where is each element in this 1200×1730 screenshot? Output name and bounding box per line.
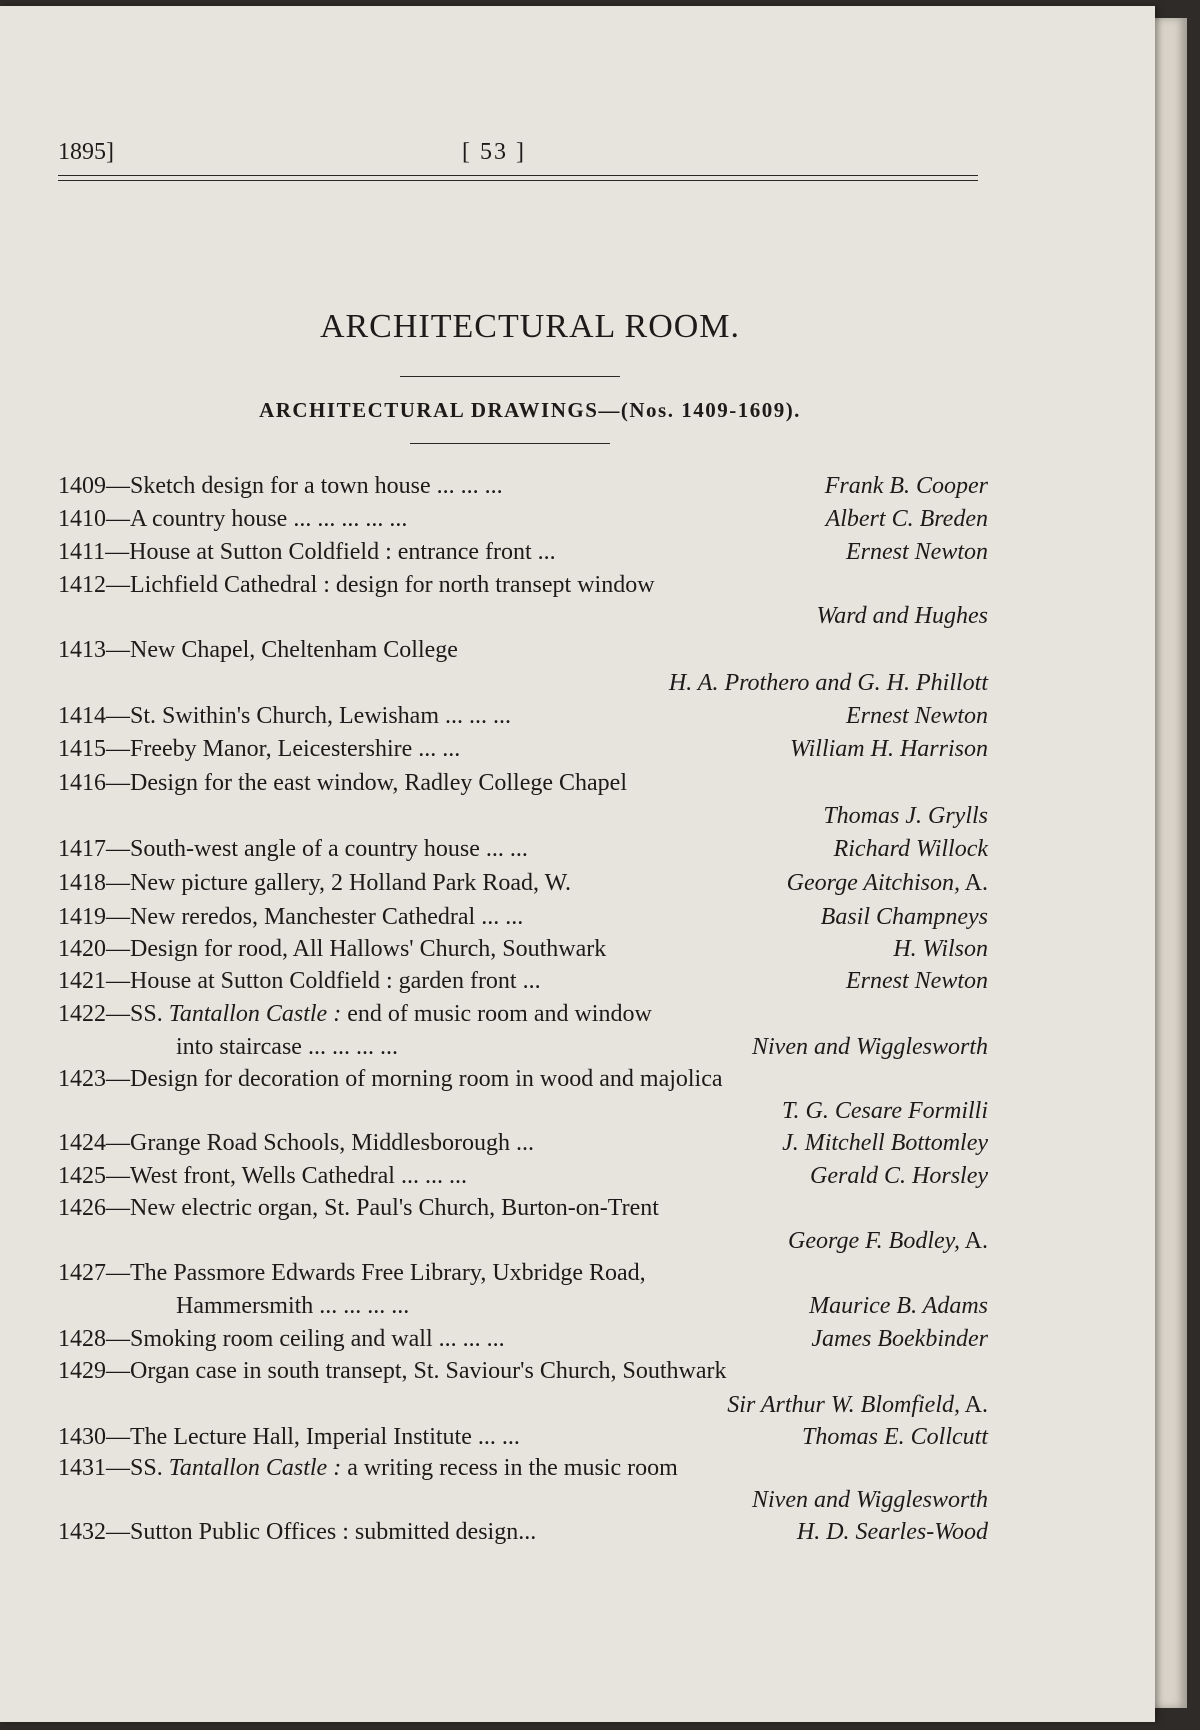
- academician-suffix: A.: [959, 1228, 988, 1254]
- entry-architect: [782, 1098, 988, 1125]
- entry-title: [58, 1034, 398, 1061]
- entry-title-tail: end of music room and window: [341, 1001, 652, 1027]
- architect-name: George F. Bodley,: [788, 1228, 960, 1254]
- catalogue-line: [58, 770, 988, 804]
- section-title: ARCHITECTURAL ROOM.: [319, 308, 741, 345]
- entry-title-tail: a writing recess in the music room: [341, 1455, 678, 1481]
- entry-title-text: 1421—House at Sutton Coldfield : garden front ...: [58, 968, 541, 994]
- architect-name: Ward and Hughes: [816, 603, 988, 629]
- entry-title: [58, 572, 655, 599]
- entry-title: [58, 1260, 646, 1287]
- architect-name: H. A. Prothero and G. H. Phillott: [668, 670, 988, 696]
- entry-title: [58, 637, 458, 664]
- page-number: [ 53 ]: [462, 139, 526, 165]
- entry-architect: [816, 603, 988, 630]
- entry-architect: [788, 1228, 988, 1255]
- entry-title-text: 1413—New Chapel, Cheltenham College: [58, 637, 458, 663]
- entry-title: [58, 1293, 409, 1320]
- entry-architect: [727, 1392, 988, 1419]
- entry-title: [58, 506, 407, 533]
- catalogue-line: [58, 1098, 988, 1132]
- entry-architect: [752, 1487, 988, 1514]
- entry-architect: [810, 1163, 988, 1190]
- entry-title-text: 1411—House at Sutton Coldfield : entrance front ...: [58, 539, 556, 565]
- catalogue-line: [58, 1001, 988, 1035]
- entry-title-text: 1419—New reredos, Manchester Cathedral ... ...: [58, 904, 524, 930]
- academician-suffix: A.: [959, 870, 988, 896]
- catalogue-line: [58, 1487, 988, 1521]
- entry-architect: [752, 1034, 988, 1061]
- catalogue-line: [58, 1392, 988, 1426]
- catalogue-line: [58, 1228, 988, 1262]
- catalogue-line: [58, 703, 988, 737]
- catalogue-line: [58, 670, 988, 704]
- catalogue-line: [58, 870, 988, 904]
- entry-title: [58, 1326, 505, 1353]
- entry-title: [58, 703, 511, 730]
- catalogue-line: [58, 539, 988, 573]
- entry-title: [58, 1066, 723, 1093]
- catalogue-line: [58, 1358, 988, 1392]
- entry-title-text: 1409—Sketch design for a town house ... ... ...: [58, 473, 503, 499]
- entry-title-text: 1423—Design for decoration of morning room in wood and majolica: [58, 1066, 723, 1092]
- catalogue-line: [58, 904, 988, 938]
- architect-name: H. Wilson: [893, 936, 988, 962]
- entry-title: [58, 1163, 467, 1190]
- entry-title-text: 1416—Design for the east window, Radley College Chapel: [58, 770, 627, 796]
- entry-architect: [825, 473, 988, 500]
- entry-title-text: 1428—Smoking room ceiling and wall ... ... ...: [58, 1326, 505, 1352]
- catalogue-line: [58, 968, 988, 1002]
- entry-title-text: 1415—Freeby Manor, Leicestershire ... ...: [58, 736, 461, 762]
- catalogue-entries: [0, 6, 1155, 1722]
- entry-title: [58, 1455, 678, 1482]
- entry-title: [58, 1519, 536, 1546]
- catalogue-line: [58, 572, 988, 606]
- entry-title-text: 1412—Lichfield Cathedral : design for north transept window: [58, 572, 655, 598]
- entry-architect: [811, 1326, 988, 1353]
- architect-name: J. Mitchell Bottomley: [782, 1130, 988, 1156]
- entry-title: [58, 936, 606, 963]
- catalogue-line: [58, 473, 988, 507]
- entry-title-text: 1424—Grange Road Schools, Middlesborough ...: [58, 1130, 534, 1156]
- entry-title-text: 1414—St. Swithin's Church, Lewisham ... ... ...: [58, 703, 511, 729]
- architect-name: Frank B. Cooper: [824, 473, 988, 499]
- catalogue-line: [58, 1034, 988, 1068]
- entry-title: [58, 1195, 659, 1222]
- entry-architect: [893, 936, 988, 963]
- entry-title-text: Hammersmith ... ... ... ...: [176, 1293, 410, 1319]
- architect-name: Niven and Wigglesworth: [752, 1487, 988, 1513]
- architect-name: William H. Harrison: [789, 736, 988, 762]
- entry-title: [58, 1001, 652, 1028]
- architect-name: George Aitchison,: [786, 870, 960, 896]
- entry-title-text: 1420—Design for rood, All Hallows' Church, Southwark: [58, 936, 607, 962]
- entry-title-text: 1425—West front, Wells Cathedral ... ... ...: [58, 1163, 467, 1189]
- catalogue-line: [58, 1455, 988, 1489]
- entry-title-text: 1418—New picture gallery, 2 Holland Park Road, W.: [58, 870, 572, 896]
- entry-architect: [826, 506, 988, 533]
- running-head-year: 1895]: [58, 139, 114, 165]
- catalogue-line: [58, 1293, 988, 1327]
- entry-title: [58, 473, 503, 500]
- entry-architect: [787, 870, 988, 897]
- architect-name: Richard Willock: [833, 836, 988, 862]
- catalogue-line: [58, 1195, 988, 1229]
- entry-title-text: 1432—Sutton Public Offices : submitted design...: [58, 1519, 537, 1545]
- entry-architect: [797, 1519, 988, 1546]
- entry-title-text: into staircase ... ... ... ...: [176, 1034, 398, 1060]
- architect-name: James Boekbinder: [811, 1326, 988, 1352]
- architect-name: T. G. Cesare Formilli: [781, 1098, 988, 1124]
- catalogue-line: [58, 1424, 988, 1458]
- catalogue-line: [58, 803, 988, 837]
- catalogue-line: [58, 603, 988, 637]
- architect-name: Maurice B. Adams: [809, 1293, 988, 1319]
- entry-ship-name: Tantallon Castle :: [168, 1001, 342, 1027]
- entry-title: [58, 1130, 534, 1157]
- entry-title-text: 1426—New electric organ, St. Paul's Church, Burton-on-Trent: [58, 1195, 659, 1221]
- entry-title: [58, 1358, 726, 1385]
- entry-architect: [809, 1293, 988, 1320]
- catalogue-line: [58, 1260, 988, 1294]
- entry-title: [58, 770, 627, 797]
- architect-name: Thomas J. Grylls: [823, 803, 988, 829]
- entry-title: [58, 870, 571, 897]
- architect-name: Thomas E. Collcutt: [801, 1424, 988, 1450]
- catalogue-line: [58, 506, 988, 540]
- catalogue-line: [58, 637, 988, 671]
- entry-title-text: 1417—South-west angle of a country house ... ...: [58, 836, 528, 862]
- entry-title-text: 1427—The Passmore Edwards Free Library, Uxbridge Road,: [58, 1260, 646, 1286]
- entry-ship-name: Tantallon Castle :: [168, 1455, 342, 1481]
- catalogue-line: [58, 1130, 988, 1164]
- entry-architect: [846, 968, 988, 995]
- architect-name: Albert C. Breden: [825, 506, 988, 532]
- entry-title-text: 1429—Organ case in south transept, St. Saviour's Church, Southwark: [58, 1358, 727, 1384]
- entry-title: [58, 904, 523, 931]
- entry-title-text: 1422—SS.: [58, 1001, 169, 1027]
- architect-name: Ernest Newton: [846, 703, 988, 729]
- architect-name: Sir Arthur W. Blomfield,: [727, 1392, 960, 1418]
- catalogue-line: [58, 1326, 988, 1360]
- academician-suffix: A.: [959, 1392, 988, 1418]
- entry-architect: [846, 703, 988, 730]
- entry-architect: [823, 803, 988, 830]
- entry-architect: [802, 1424, 988, 1451]
- entry-title-text: 1430—The Lecture Hall, Imperial Institute ... ...: [58, 1424, 520, 1450]
- document-page: [0, 6, 1155, 1722]
- entry-architect: [782, 1130, 988, 1157]
- section-subtitle: ARCHITECTURAL DRAWINGS—(Nos. 1409-1609).: [259, 398, 801, 422]
- architect-name: Niven and Wigglesworth: [752, 1034, 988, 1060]
- entry-title: [58, 736, 460, 763]
- entry-architect: [846, 539, 988, 566]
- architect-name: Basil Champneys: [820, 904, 988, 930]
- catalogue-line: [58, 836, 988, 870]
- entry-architect: [790, 736, 988, 763]
- entry-title-text: 1431—SS.: [58, 1455, 169, 1481]
- catalogue-line: [58, 1163, 988, 1197]
- entry-title: [58, 539, 556, 566]
- architect-name: H. D. Searles-Wood: [796, 1519, 988, 1545]
- entry-architect: [834, 836, 988, 863]
- architect-name: Ernest Newton: [846, 539, 988, 565]
- catalogue-line: [58, 736, 988, 770]
- entry-title: [58, 1424, 520, 1451]
- entry-title-text: 1410—A country house ... ... ... ... ...: [58, 506, 408, 532]
- architect-name: Gerald C. Horsley: [810, 1163, 988, 1189]
- catalogue-line: [58, 1066, 988, 1100]
- entry-architect: [669, 670, 988, 697]
- catalogue-line: [58, 936, 988, 970]
- entry-title: [58, 836, 528, 863]
- entry-architect: [821, 904, 988, 931]
- architect-name: Ernest Newton: [846, 968, 988, 994]
- catalogue-line: [58, 1519, 988, 1553]
- entry-title: [58, 968, 541, 995]
